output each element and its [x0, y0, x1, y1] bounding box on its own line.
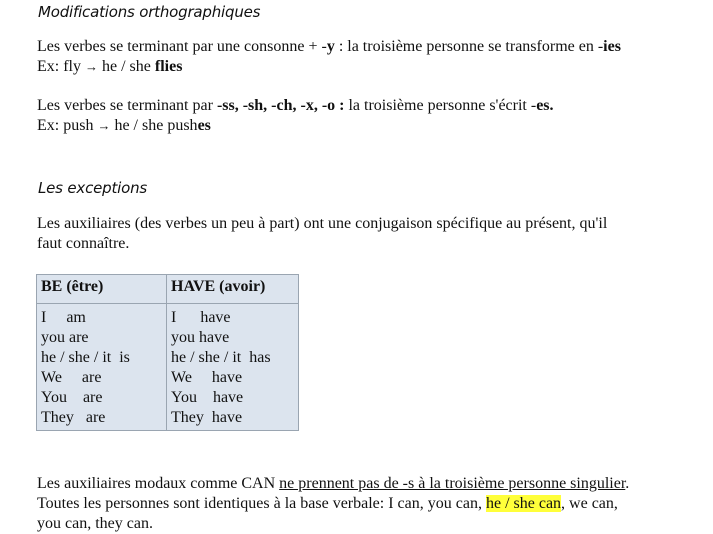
rule-es-example-bold: es	[197, 117, 211, 134]
modals-line2-text: Toutes les personnes sont identiques à la base verbale: I can, you can,	[37, 495, 486, 512]
table-row: he / she / it has	[171, 349, 271, 366]
table-header-have: HAVE (avoir)	[167, 275, 299, 304]
modals-line3: you can, they can.	[37, 515, 153, 532]
section-heading-spelling: Modifications orthographiques	[38, 3, 261, 21]
table-row: You have	[171, 389, 244, 406]
be-conjugation-cell	[37, 304, 167, 431]
exceptions-intro-line2: faut connaître.	[37, 235, 130, 252]
modals-line1-text: Les auxiliaires modaux comme CAN	[37, 475, 280, 492]
rule-es-example-mid: he / she push	[110, 117, 198, 134]
rule-es-endings: -ss, -sh, -ch, -x, -o :	[216, 97, 345, 114]
highlighted-he-she-can: he / she can	[485, 495, 562, 512]
exceptions-intro	[37, 214, 607, 254]
rule-y-example-bold: flies	[154, 58, 183, 75]
modals-line2-end: , we can,	[561, 495, 618, 512]
table-row: you have	[171, 329, 230, 346]
rule-es-text-2: la troisième personne s'écrit -	[344, 97, 537, 114]
arrow-icon: →	[85, 59, 98, 74]
section-heading-exceptions: Les exceptions	[38, 179, 148, 197]
table-row: I have	[171, 309, 231, 326]
table-row: They have	[171, 409, 243, 426]
conjugation-table	[36, 274, 299, 431]
table-row: They are	[41, 409, 106, 426]
rule-es-paragraph	[37, 96, 554, 136]
table-row: You are	[41, 389, 103, 406]
table-row: you are	[41, 329, 89, 346]
arrow-icon: →	[97, 118, 111, 133]
exceptions-intro-line1: Les auxiliaires (des verbes un peu à part) ont une conjugaison spécifique au présent, qu'il	[37, 215, 608, 232]
rule-es-example-prefix: Ex: push	[37, 117, 94, 134]
table-row: We have	[171, 369, 243, 386]
rule-y-example-prefix: Ex: fly	[37, 58, 81, 75]
rule-y-text-2: : la troisième personne se transforme en -	[334, 38, 604, 55]
table-row: he / she / it is	[41, 349, 130, 366]
table-row: We are	[41, 369, 102, 386]
rule-y-paragraph	[37, 37, 621, 77]
modals-line1-end: .	[625, 475, 630, 492]
have-conjugation-cell	[167, 304, 299, 431]
rule-y-result: ies	[603, 38, 621, 55]
table-header-be: BE (être)	[37, 275, 167, 304]
rule-es-result: es.	[536, 97, 554, 114]
rule-y-text: Les verbes se terminant par une consonne + -	[37, 38, 327, 55]
modals-paragraph	[37, 474, 629, 534]
rule-y-ending: y	[326, 38, 335, 55]
table-row: I am	[41, 309, 86, 326]
rule-es-text: Les verbes se terminant par	[37, 97, 217, 114]
modals-rule-underlined: ne prennent pas de -s à la troisième personne singulier	[279, 475, 626, 492]
rule-y-example-mid: he / she	[98, 58, 155, 75]
